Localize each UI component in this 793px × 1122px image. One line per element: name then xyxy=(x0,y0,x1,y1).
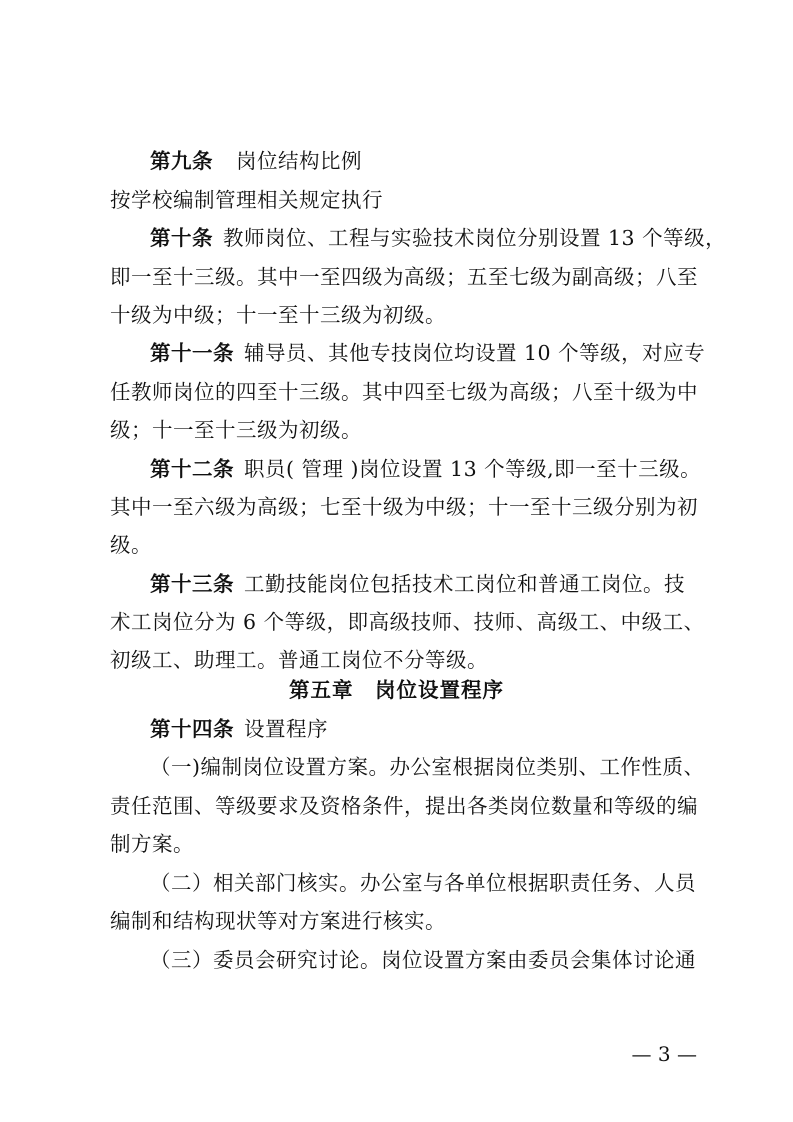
item-3-line-1: （三）委员会研究讨论。岗位设置方案由委员会集体讨论通 xyxy=(150,948,696,972)
article-12-line-1 xyxy=(150,452,750,486)
item-1-line-1: （一)编制岗位设置方案。办公室根据岗位类别、工作性质、 xyxy=(150,755,705,779)
item-1-line-2: 责任范围、等级要求及资格条件，提出各类岗位数量和等级的编 xyxy=(110,794,698,818)
article-number: 第十二条 xyxy=(150,457,234,481)
article-11-line-3: 级；十一至十三级为初级。 xyxy=(110,418,362,442)
paragraph-text: 辅导员、其他专技岗位均设置 10 个等级，对应专 xyxy=(244,341,706,365)
article-10-line-3: 十级为中级；十一至十三级为初级。 xyxy=(110,303,446,327)
article-13-line-1 xyxy=(150,567,750,601)
page-number: — 3 — xyxy=(631,1042,697,1066)
article-number: 第九条 xyxy=(150,149,213,173)
item-1-line-3: 制方案。 xyxy=(110,832,194,856)
article-title: 岗位结构比例 xyxy=(236,149,363,173)
article-14-heading xyxy=(150,712,750,746)
article-11-line-1 xyxy=(150,336,750,370)
article-10-line-1 xyxy=(150,221,750,255)
article-13-line-2: 术工岗位分为 6 个等级，即高级技师、技师、高级工、中级工、 xyxy=(110,610,705,634)
article-9-body: 按学校编制管理相关规定执行 xyxy=(110,188,383,212)
article-11-line-2: 任教师岗位的四至十三级。其中四至七级为高级；八至十级为中 xyxy=(110,380,698,404)
paragraph-text: 职员( 管理 )岗位设置 13 个等级,即一至十三级。 xyxy=(244,457,702,481)
article-12-line-2: 其中一至六级为高级；七至十级为中级；十一至十三级分别为初 xyxy=(110,495,698,519)
article-13-line-3: 初级工、助理工。普通工岗位不分等级。 xyxy=(110,648,488,672)
item-2-line-1: （二）相关部门核实。办公室与各单位根据职责任务、人员 xyxy=(150,871,696,895)
article-12-line-3: 级。 xyxy=(110,533,152,557)
paragraph-text: 教师岗位、工程与实验技术岗位分别设置 13 个等级， xyxy=(223,226,727,250)
article-10-line-2: 即一至十三级。其中一至四级为高级；五至七级为副高级；八至 xyxy=(110,265,698,289)
paragraph-text: 工勤技能岗位包括技术工岗位和普通工岗位。技 xyxy=(244,572,685,596)
article-number: 第十四条 xyxy=(150,717,234,741)
chapter-heading: 第五章 岗位设置程序 xyxy=(289,678,504,702)
article-title: 设置程序 xyxy=(244,717,328,741)
article-number: 第十三条 xyxy=(150,572,234,596)
item-2-line-2: 编制和结构现状等对方案进行核实。 xyxy=(110,909,446,933)
article-number: 第十一条 xyxy=(150,341,234,365)
article-9-heading xyxy=(150,144,750,178)
article-number: 第十条 xyxy=(150,226,213,250)
